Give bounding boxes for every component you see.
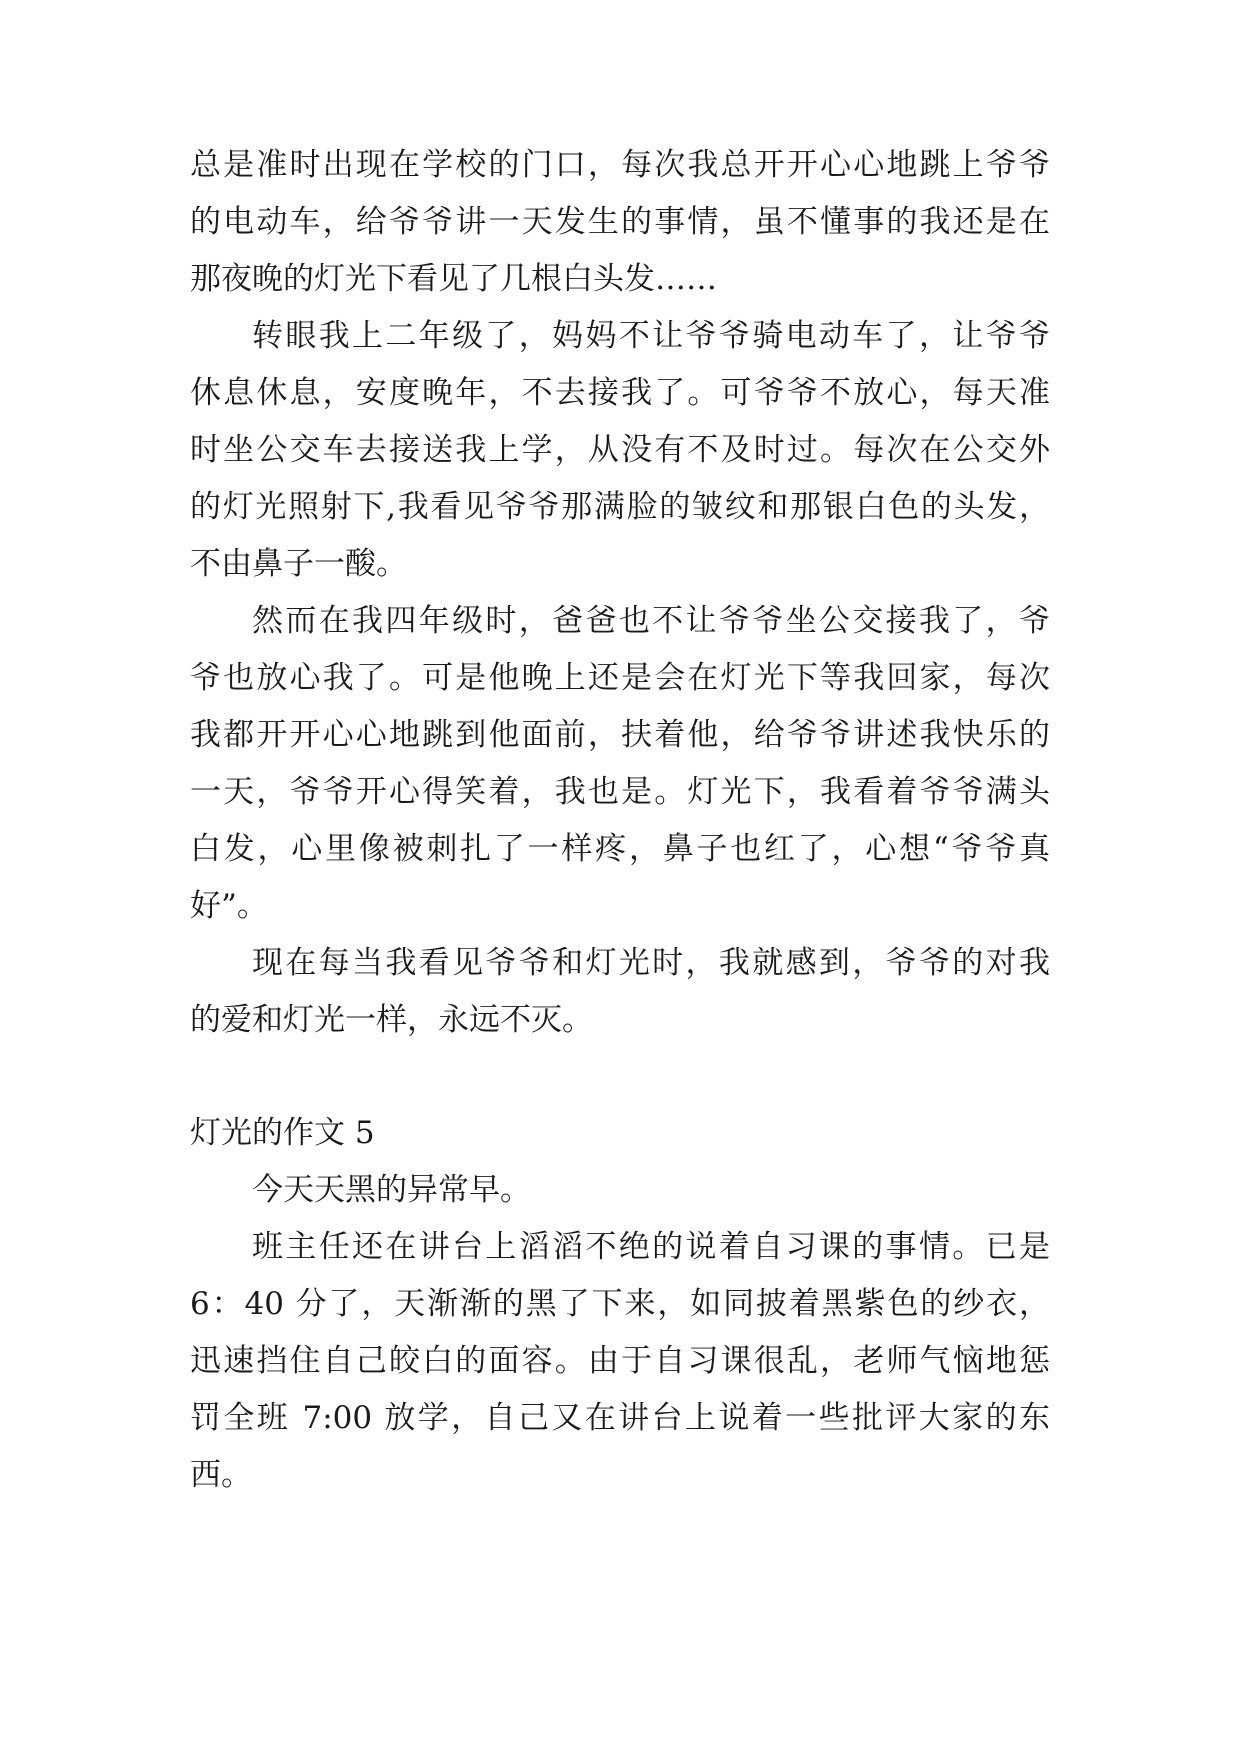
paragraph-line: 不由鼻子一酸。 (190, 546, 407, 582)
paragraph-line: 转眼我上二年级了，妈妈不让爷爷骑电动车了，让爷爷 (252, 318, 1050, 354)
paragraph-line: 今天天黑的异常早。 (252, 1172, 531, 1208)
paragraph-line: 的电动车，给爷爷讲一天发生的事情，虽不懂事的我还是在 (190, 204, 1050, 240)
paragraph-line: 时坐公交车去接送我上学，从没有不及时过。每次在公交外 (190, 432, 1050, 468)
paragraph-line: 总是准时出现在学校的门口，每次我总开开心心地跳上爷爷 (190, 147, 1050, 183)
paragraph-line: 迅速挡住自己皎白的面容。由于自习课很乱，老师气恼地惩 (190, 1343, 1050, 1379)
paragraph-line: 然而在我四年级时，爸爸也不让爷爷坐公交接我了，爷 (252, 603, 1050, 639)
paragraph-line: 那夜晚的灯光下看见了几根白头发…… (190, 261, 717, 297)
paragraph-line: 的灯光照射下,我看见爷爷那满脸的皱纹和那银白色的头发， (190, 489, 1050, 525)
paragraph-line: 白发，心里像被刺扎了一样疼，鼻子也红了，心想“爷爷真 (190, 831, 1050, 867)
paragraph-line: 好”。 (190, 888, 268, 924)
paragraph-line: 班主任还在讲台上滔滔不绝的说着自习课的事情。已是 (252, 1229, 1050, 1265)
paragraph-line: 现在每当我看见爷爷和灯光时，我就感到，爷爷的对我 (252, 945, 1050, 981)
paragraph-line: 西。 (190, 1457, 252, 1493)
paragraph-line: 一天，爷爷开心得笑着，我也是。灯光下，我看着爷爷满头 (190, 774, 1050, 810)
paragraph-line: 6：40 分了，天渐渐的黑了下来，如同披着黑紫色的纱衣， (190, 1286, 1050, 1322)
paragraph-line: 的爱和灯光一样，永远不灭。 (190, 1002, 593, 1038)
paragraph-line: 罚全班 7:00 放学，自己又在讲台上说着一些批评大家的东 (190, 1400, 1050, 1436)
section-heading: 灯光的作文 5 (190, 1115, 375, 1151)
paragraph-line: 爷也放心我了。可是他晚上还是会在灯光下等我回家，每次 (190, 660, 1050, 696)
paragraph-line: 我都开开心心地跳到他面前，扶着他，给爷爷讲述我快乐的 (190, 717, 1050, 753)
paragraph-line: 休息休息，安度晚年，不去接我了。可爷爷不放心，每天准 (190, 375, 1050, 411)
